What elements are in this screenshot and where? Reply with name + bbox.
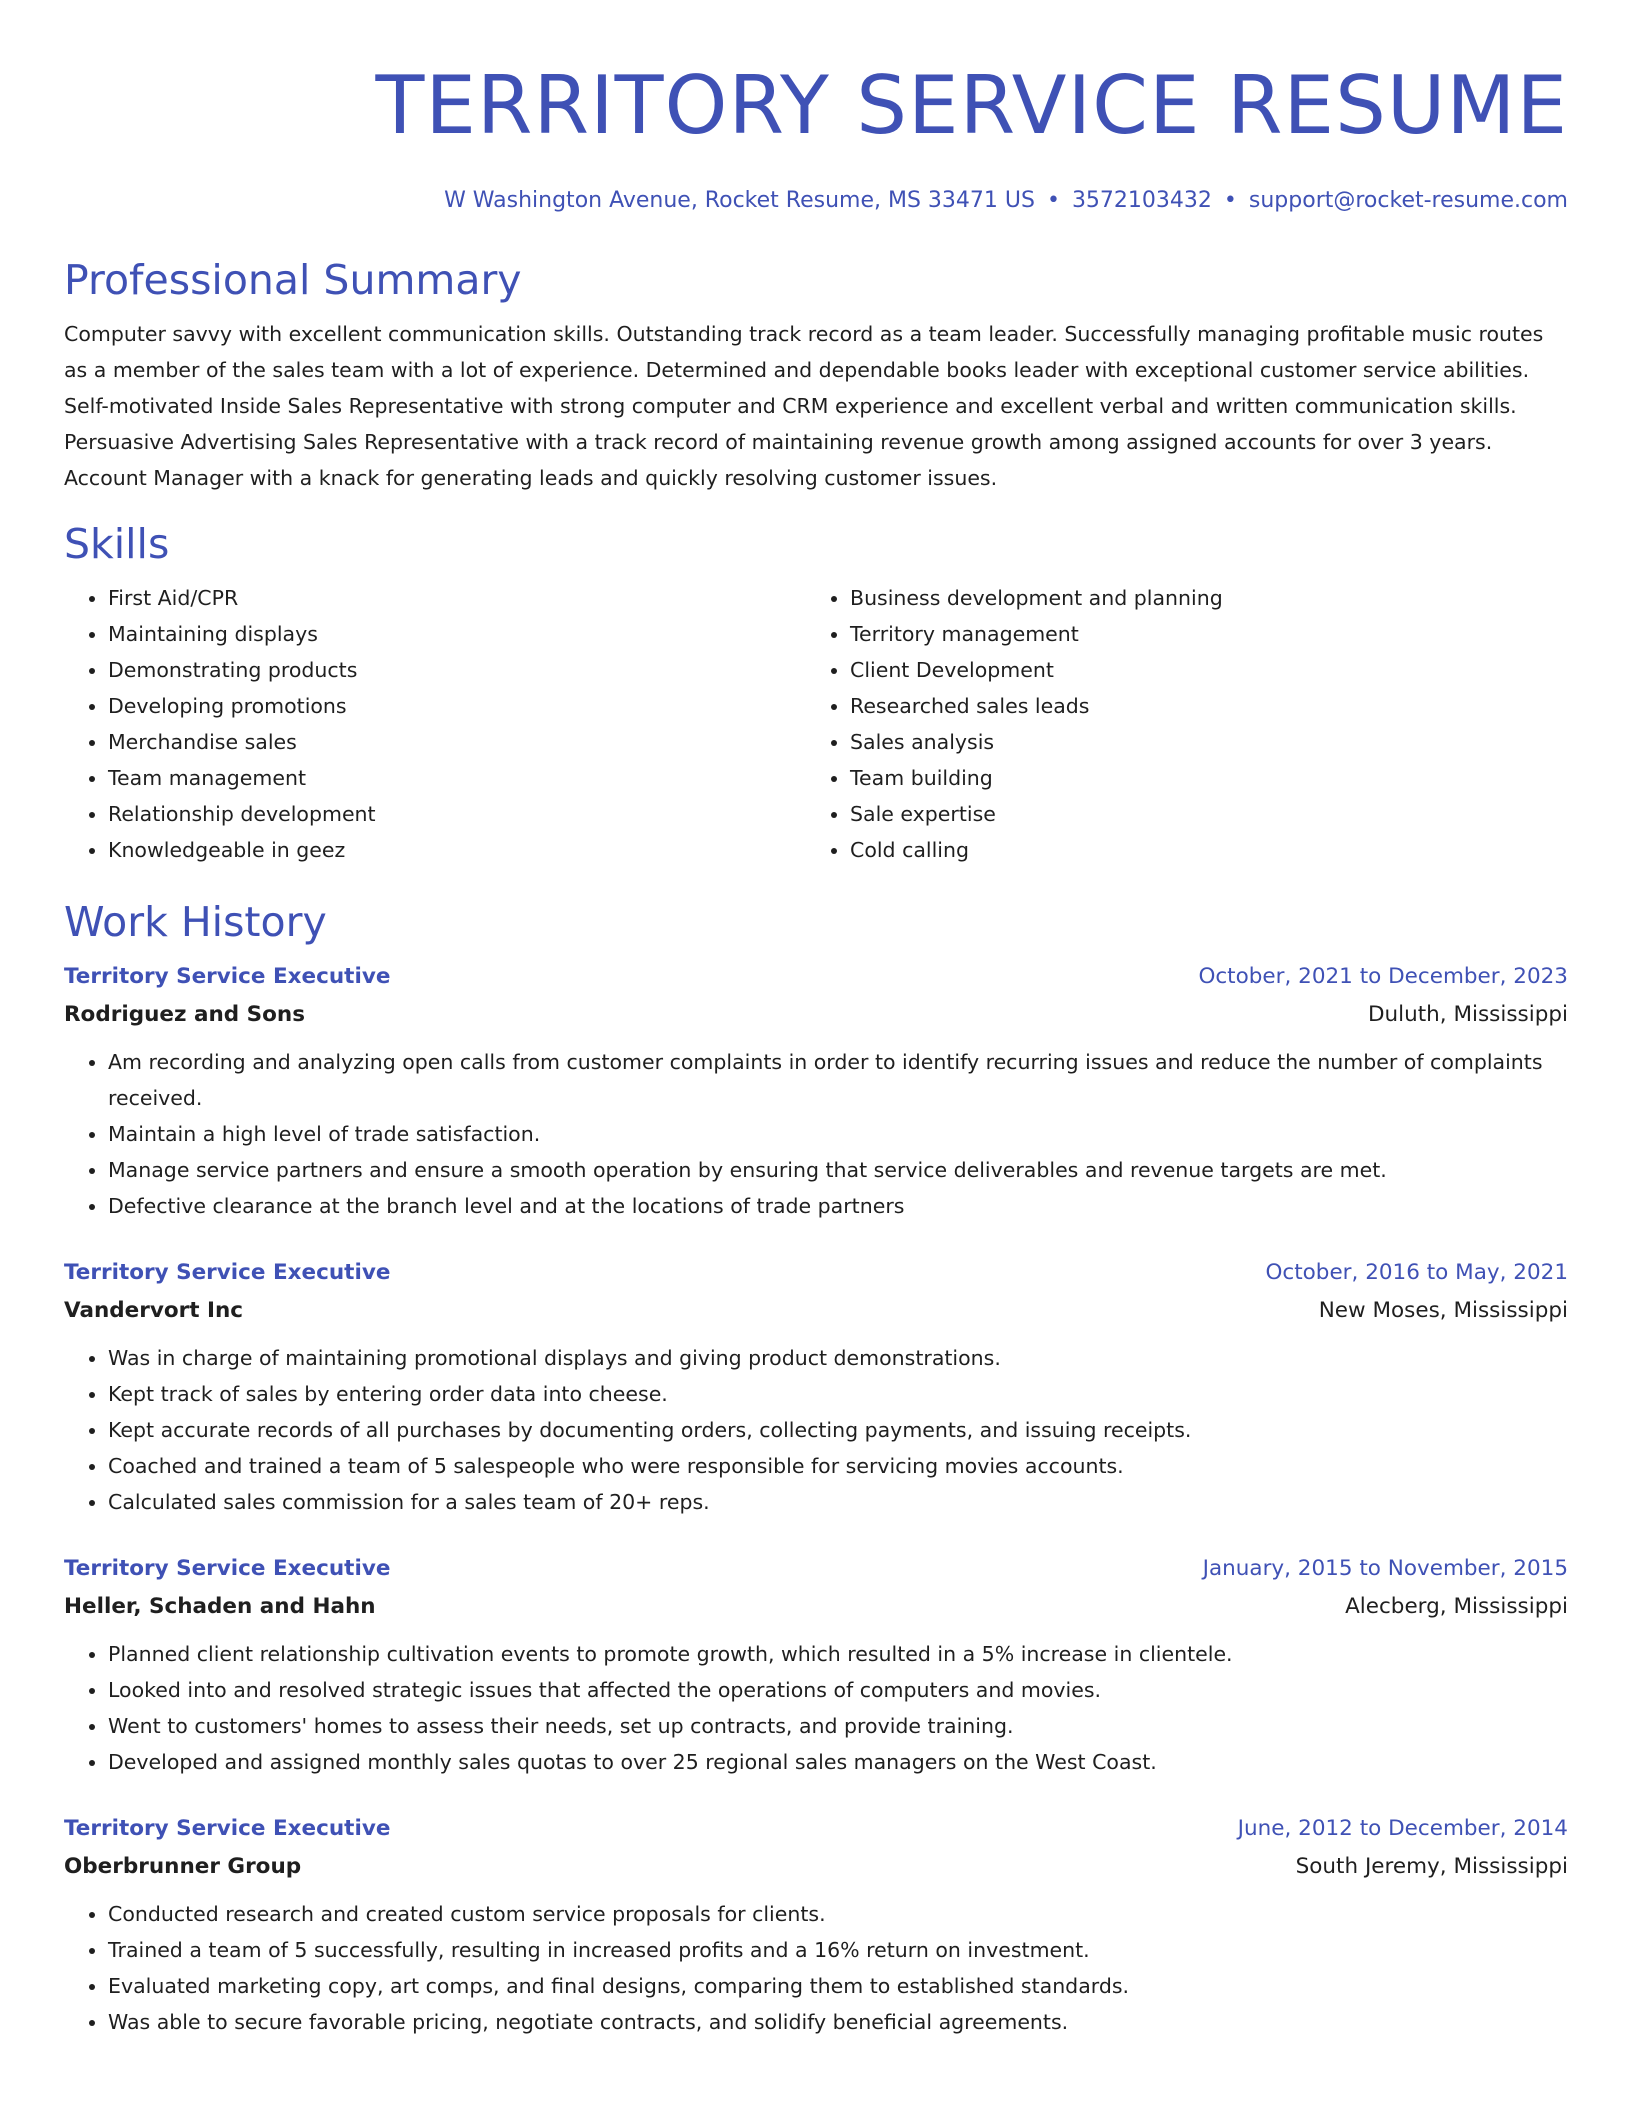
skill-item: • Knowledgeable in geez	[108, 832, 806, 868]
skills-list	[64, 580, 1568, 868]
contact-line	[64, 184, 1568, 218]
job-location: Alecberg, Mississippi	[1345, 1594, 1568, 1619]
job-location: New Moses, Mississippi	[1318, 1298, 1568, 1323]
skill-item: • Sale expertise	[850, 796, 1548, 832]
job-bullet: • Kept accurate records of all purchases by documenting orders, collecting payments, and issuing receipts.	[108, 1412, 1568, 1448]
contact-separator: •	[1046, 188, 1060, 213]
job-bullets	[64, 1636, 1568, 1780]
job-bullet: • Kept track of sales by entering order data into cheese.	[108, 1376, 1568, 1412]
job-bullet: • Trained a team of 5 successfully, resulting in increased profits and a 16% return on investment.	[108, 1932, 1568, 1968]
resume-page	[64, 0, 1568, 2040]
summary-heading: Professional Summary	[64, 256, 522, 304]
skill-item: • Demonstrating products	[108, 652, 806, 688]
job-bullet: • Defective clearance at the branch level and at the locations of trade partners	[108, 1188, 1568, 1224]
summary-text: Computer savvy with excellent communication skills. Outstanding track record as a team leader. Successfully managing profitable music routes as a member of the sales team with a lot of experience. Determined and dependable books leader with exceptional customer service abilities. Self-motivated Inside Sales Representative with strong computer and CRM experience and excellent verbal and written communication skills. Persuasive Advertising Sales Representative with a track record of maintaining revenue growth among assigned accounts for over 3 years. Account Manager with a knack for generating leads and quickly resolving customer issues.	[64, 322, 1544, 490]
skill-item: • First Aid/CPR	[108, 580, 806, 616]
job-title-row	[64, 1550, 1568, 1588]
job-title-row	[64, 958, 1568, 996]
job-title-row	[64, 1254, 1568, 1292]
job-entry	[64, 1550, 1568, 1780]
job-bullet: • Was in charge of maintaining promotional displays and giving product demonstrations.	[108, 1340, 1568, 1376]
job-bullet: • Maintain a high level of trade satisfaction.	[108, 1116, 1568, 1152]
contact-email: support@rocket-resume.com	[1248, 188, 1568, 213]
skill-item: • Cold calling	[850, 832, 1548, 868]
skill-item: • Client Development	[850, 652, 1548, 688]
job-bullet: • Am recording and analyzing open calls from customer complaints in order to identify recurring issues and reduce the number of complaints received.	[108, 1044, 1568, 1116]
skills-column-right	[806, 580, 1548, 868]
skill-item: • Team management	[108, 760, 806, 796]
skill-item: • Relationship development	[108, 796, 806, 832]
skill-item: • Team building	[850, 760, 1548, 796]
skill-item: • Developing promotions	[108, 688, 806, 724]
job-bullet: • Coached and trained a team of 5 salespeople who were responsible for servicing movies accounts.	[108, 1448, 1568, 1484]
skills-heading: Skills	[64, 520, 170, 568]
job-title: Territory Service Executive	[64, 1816, 391, 1841]
skill-item: • Business development and planning	[850, 580, 1548, 616]
job-company: Vandervort Inc	[64, 1298, 244, 1323]
job-entry	[64, 958, 1568, 1224]
job-entry	[64, 1810, 1568, 2040]
job-bullets	[64, 1044, 1568, 1224]
skill-item: • Sales analysis	[850, 724, 1548, 760]
job-title: Territory Service Executive	[64, 964, 391, 989]
job-bullet: • Developed and assigned monthly sales quotas to over 25 regional sales managers on the West Coast.	[108, 1744, 1568, 1780]
resume-title: TERRITORY SERVICE RESUME	[375, 59, 1568, 152]
contact-address: W Washington Avenue, Rocket Resume, MS 33471 US	[444, 188, 1035, 213]
job-company: Rodriguez and Sons	[64, 1002, 306, 1027]
job-bullets	[64, 1896, 1568, 2040]
job-bullet: • Planned client relationship cultivation events to promote growth, which resulted in a 5% increase in clientele.	[108, 1636, 1568, 1672]
skill-item: • Territory management	[850, 616, 1548, 652]
job-dates: October, 2016 to May, 2021	[1265, 1260, 1568, 1285]
job-bullet: • Looked into and resolved strategic issues that affected the operations of computers and movies.	[108, 1672, 1568, 1708]
job-entry	[64, 1254, 1568, 1520]
job-bullets	[64, 1340, 1568, 1520]
job-bullet: • Conducted research and created custom service proposals for clients.	[108, 1896, 1568, 1932]
contact-separator: •	[1223, 188, 1237, 213]
job-bullet: • Was able to secure favorable pricing, negotiate contracts, and solidify beneficial agreements.	[108, 2004, 1568, 2040]
skills-column-left	[64, 580, 806, 868]
job-dates: October, 2021 to December, 2023	[1198, 964, 1568, 989]
skill-item: • Maintaining displays	[108, 616, 806, 652]
job-location: Duluth, Mississippi	[1367, 1002, 1568, 1027]
job-company: Oberbrunner Group	[64, 1854, 302, 1879]
job-company: Heller, Schaden and Hahn	[64, 1594, 376, 1619]
job-bullet: • Calculated sales commission for a sales team of 20+ reps.	[108, 1484, 1568, 1520]
job-bullet: • Evaluated marketing copy, art comps, and final designs, comparing them to established standards.	[108, 1968, 1568, 2004]
skill-item: • Merchandise sales	[108, 724, 806, 760]
job-company-row	[64, 1588, 1568, 1626]
job-title: Territory Service Executive	[64, 1556, 391, 1581]
contact-phone: 3572103432	[1071, 188, 1212, 213]
job-location: South Jeremy, Mississippi	[1295, 1854, 1568, 1879]
skill-item: • Researched sales leads	[850, 688, 1548, 724]
job-bullet: • Manage service partners and ensure a smooth operation by ensuring that service deliverables and revenue targets are met.	[108, 1152, 1568, 1188]
job-bullet: • Went to customers' homes to assess their needs, set up contracts, and provide training.	[108, 1708, 1568, 1744]
job-title-row	[64, 1810, 1568, 1848]
job-dates: June, 2012 to December, 2014	[1237, 1816, 1568, 1841]
work-history-heading: Work History	[64, 898, 327, 946]
job-company-row	[64, 996, 1568, 1034]
job-company-row	[64, 1848, 1568, 1886]
job-dates: January, 2015 to November, 2015	[1202, 1556, 1568, 1581]
job-title: Territory Service Executive	[64, 1260, 391, 1285]
job-company-row	[64, 1292, 1568, 1330]
